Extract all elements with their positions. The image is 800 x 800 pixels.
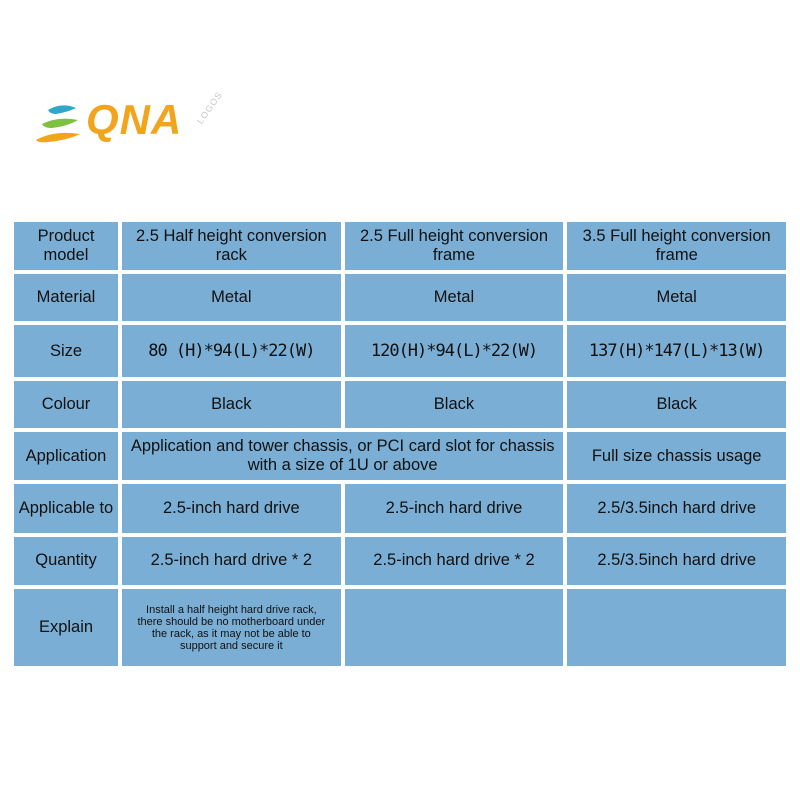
row-label: Material	[14, 274, 118, 320]
column-header: 3.5 Full height conversion frame	[567, 222, 786, 270]
table-cell	[345, 589, 564, 666]
logo-text: QNA	[86, 96, 183, 143]
table-row	[14, 381, 786, 427]
column-header: 2.5 Full height conversion frame	[345, 222, 564, 270]
table-cell: Black	[122, 381, 341, 427]
table-cell: 2.5-inch hard drive	[345, 484, 564, 532]
table-cell	[567, 589, 786, 666]
table-cell: 80 (H)*94(L)*22(W)	[122, 325, 341, 378]
table-row	[14, 274, 786, 320]
row-label: Applicable to	[14, 484, 118, 532]
table-cell: 2.5/3.5inch hard drive	[567, 484, 786, 532]
row-label: Application	[14, 432, 118, 480]
brand-logo	[34, 96, 254, 156]
table-cell: Metal	[567, 274, 786, 320]
table-cell: Black	[345, 381, 564, 427]
table-cell: Black	[567, 381, 786, 427]
wave-logo-icon	[34, 100, 90, 148]
table-cell: 2.5-inch hard drive * 2	[122, 537, 341, 585]
row-label: Product model	[14, 222, 118, 270]
table-cell: Full size chassis usage	[567, 432, 786, 480]
spec-table	[10, 218, 790, 670]
table-row	[14, 432, 786, 480]
row-label: Explain	[14, 589, 118, 666]
table-row	[14, 222, 786, 270]
table-cell: Application and tower chassis, or PCI card slot for chassis with a size of 1U or above	[122, 432, 563, 480]
table-row	[14, 589, 786, 666]
table-cell: Metal	[122, 274, 341, 320]
row-label: Quantity	[14, 537, 118, 585]
table-cell: Metal	[345, 274, 564, 320]
table-cell: 2.5/3.5inch hard drive	[567, 537, 786, 585]
table-cell: Install a half height hard drive rack, there should be no motherboard under the rack, as it may not be able to support and secure it	[122, 589, 341, 666]
row-label: Size	[14, 325, 118, 378]
table-row	[14, 537, 786, 585]
table-cell: 137(H)*147(L)*13(W)	[567, 325, 786, 378]
table-row	[14, 484, 786, 532]
logo-watermark: LOGOS	[195, 89, 225, 126]
row-label: Colour	[14, 381, 118, 427]
table-cell: 120(H)*94(L)*22(W)	[345, 325, 564, 378]
table-row	[14, 325, 786, 378]
table-cell: 2.5-inch hard drive	[122, 484, 341, 532]
column-header: 2.5 Half height conversion rack	[122, 222, 341, 270]
table-cell: 2.5-inch hard drive * 2	[345, 537, 564, 585]
